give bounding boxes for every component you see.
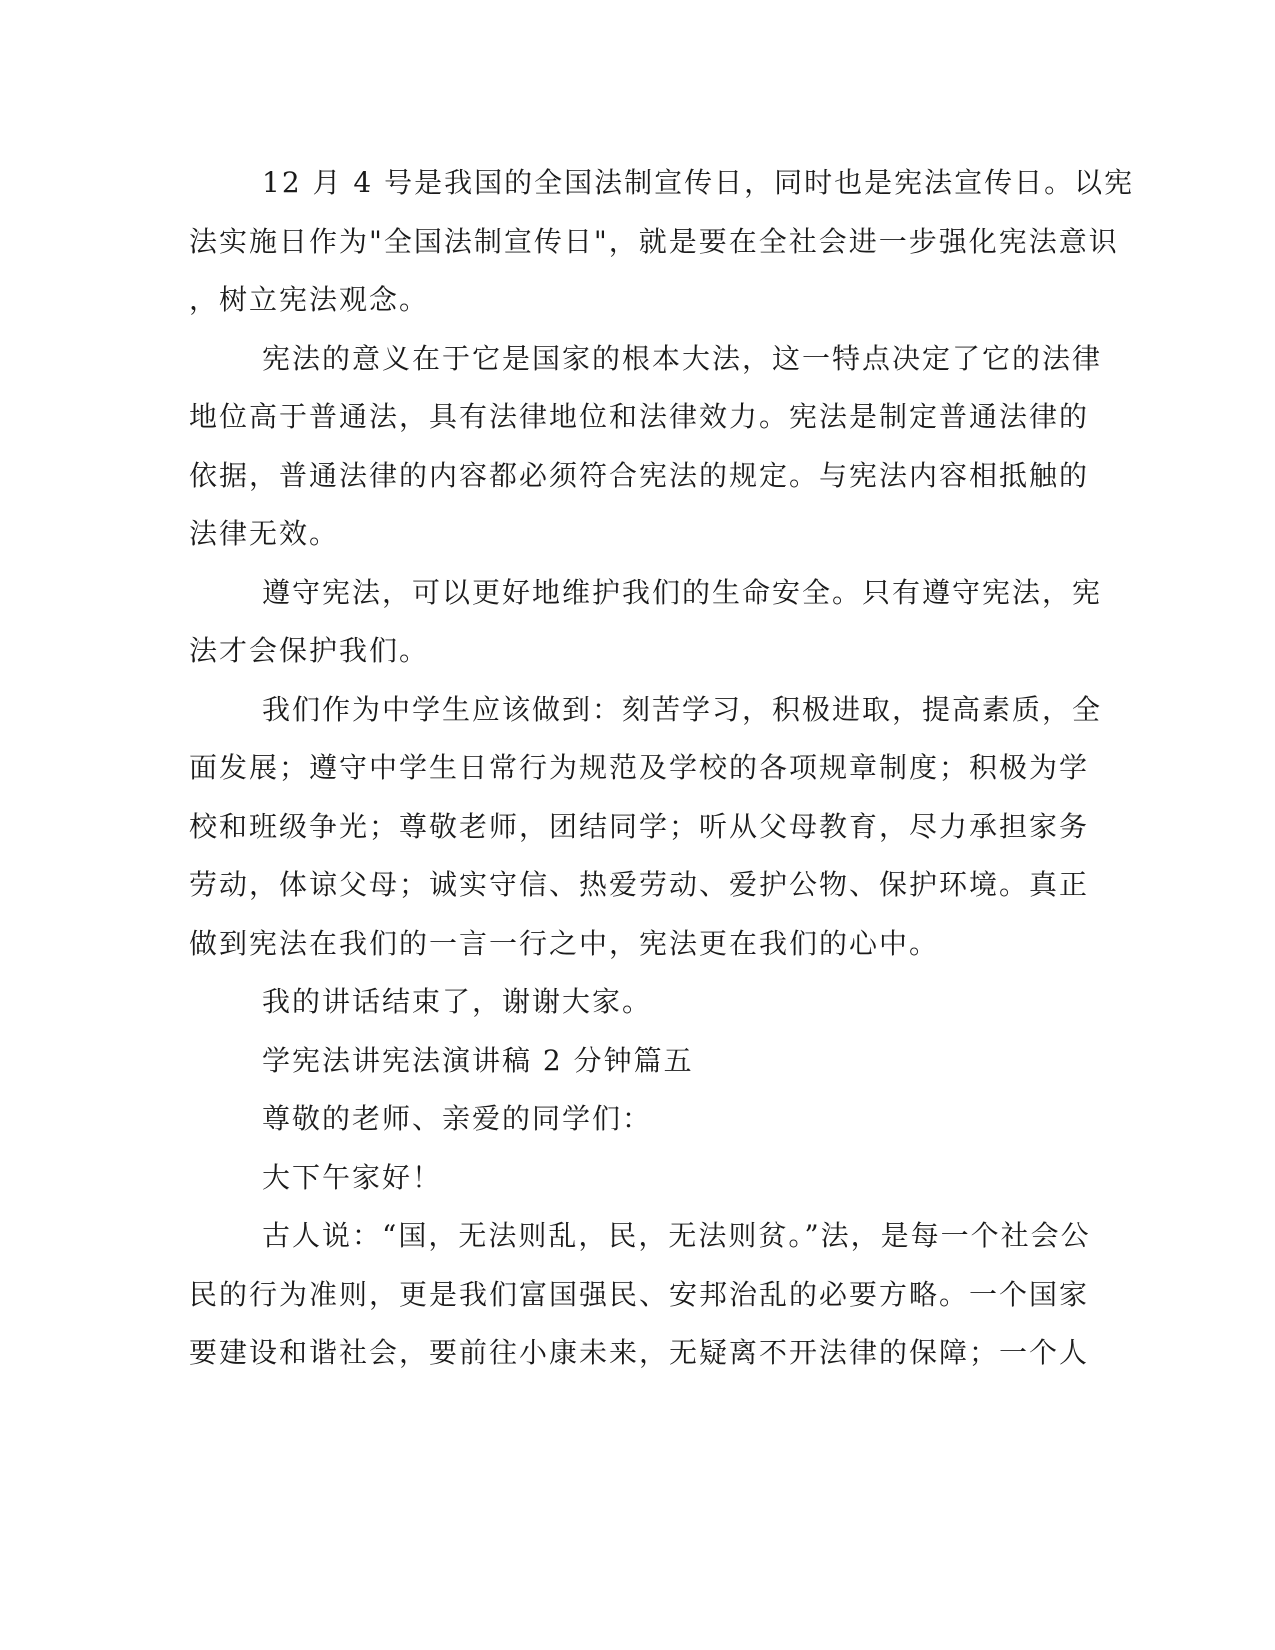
- text-line: 12 月 4 号是我国的全国法制宣传日，同时也是宪法宣传日。以宪: [262, 166, 1135, 199]
- text-line: 依据，普通法律的内容都必须符合宪法的规定。与宪法内容相抵触的: [189, 459, 1090, 492]
- salutation: 尊敬的老师、亲爱的同学们：: [262, 1102, 653, 1135]
- text-line: 做到宪法在我们的一言一行之中，宪法更在我们的心中。: [189, 927, 940, 960]
- text-line: ，树立宪法观念。: [189, 283, 430, 316]
- text-line: 劳动，体谅父母；诚实守信、热爱劳动、爱护公物、保护环境。真正: [189, 868, 1090, 901]
- text-line: 地位高于普通法，具有法律地位和法律效力。宪法是制定普通法律的: [189, 400, 1090, 433]
- text-line: 我们作为中学生应该做到：刻苦学习，积极进取，提高素质，全: [262, 693, 1103, 726]
- text-line: 法才会保护我们。: [189, 634, 430, 667]
- text-line: 古人说：“国，无法则乱，民，无法则贫。”法，是每一个社会公: [262, 1219, 1091, 1252]
- text-line: 要建设和谐社会，要前往小康未来，无疑离不开法律的保障；一个人: [189, 1336, 1090, 1369]
- text-line: 校和班级争光；尊敬老师，团结同学；听从父母教育，尽力承担家务: [189, 810, 1090, 843]
- text-line: 法实施日作为"全国法制宣传日"，就是要在全社会进一步强化宪法意识: [189, 225, 1119, 258]
- text-line: 民的行为准则，更是我们富国强民、安邦治乱的必要方略。一个国家: [189, 1278, 1090, 1311]
- text-line: 面发展；遵守中学生日常行为规范及学校的各项规章制度；积极为学: [189, 751, 1090, 784]
- text-line: 我的讲话结束了，谢谢大家。: [262, 985, 653, 1018]
- text-line: 遵守宪法，可以更好地维护我们的生命安全。只有遵守宪法，宪: [262, 576, 1103, 609]
- text-line: 宪法的意义在于它是国家的根本大法，这一特点决定了它的法律: [262, 342, 1103, 375]
- greeting: 大下午家好！: [262, 1161, 443, 1194]
- text-line: 法律无效。: [189, 517, 340, 550]
- section-heading: 学宪法讲宪法演讲稿 2 分钟篇五: [262, 1044, 694, 1077]
